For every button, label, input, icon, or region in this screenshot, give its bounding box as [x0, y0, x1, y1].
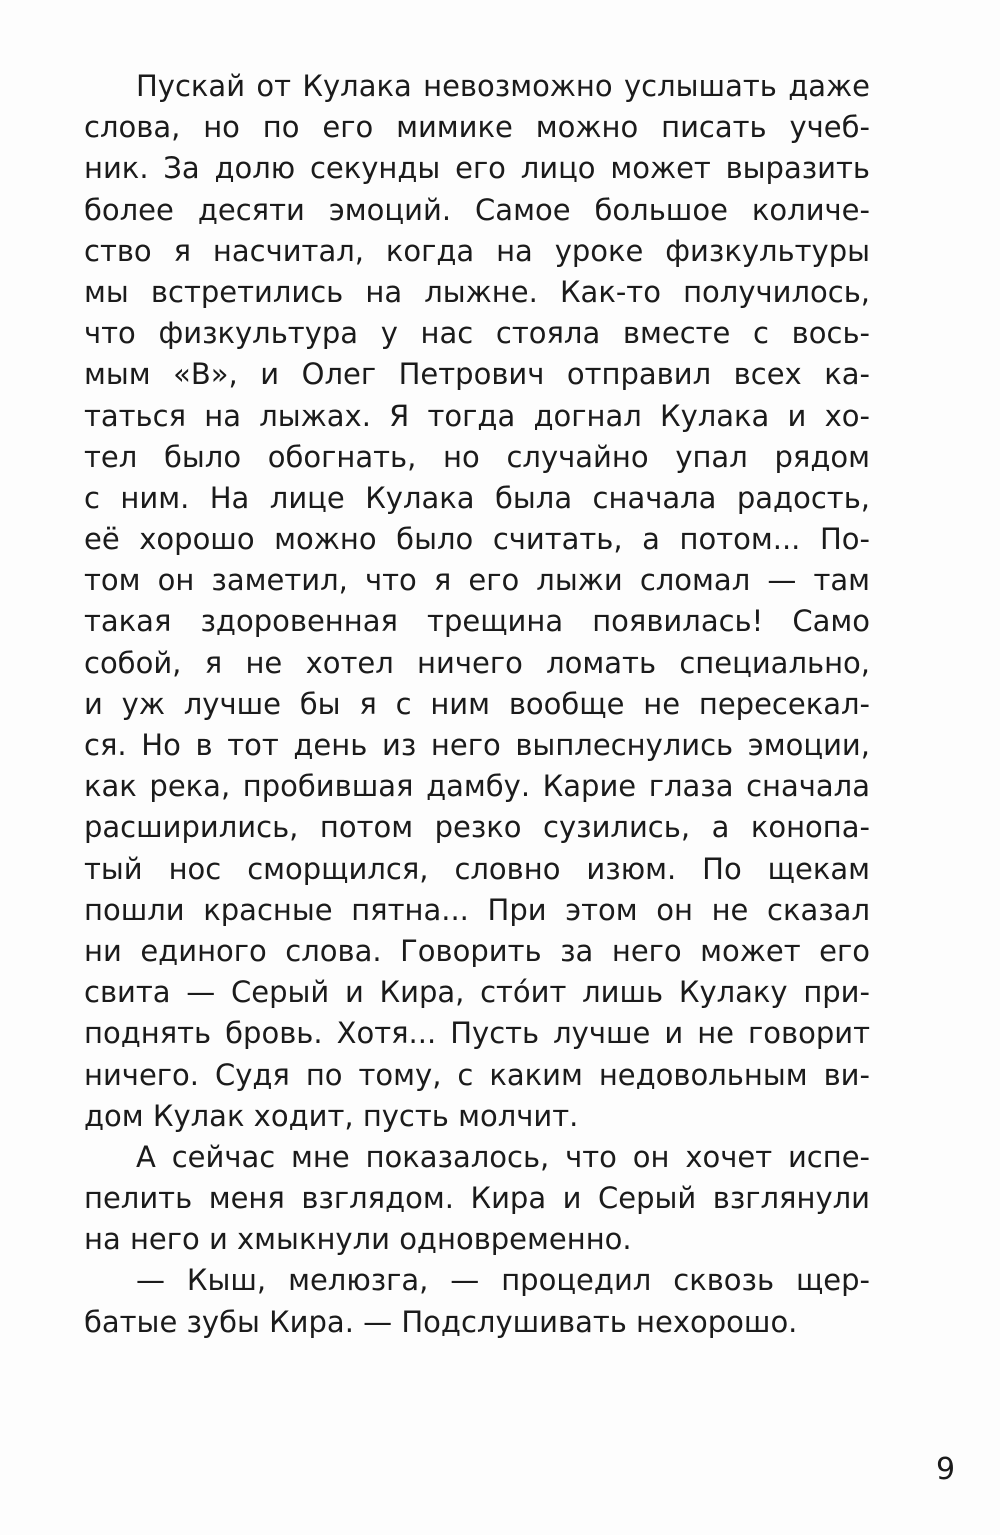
page-number: 9	[936, 1452, 956, 1487]
text-line: её хорошо можно было считать, а потом... По-	[84, 522, 870, 557]
text-line: на него и хмыкнули одновременно.	[84, 1222, 632, 1257]
text-line: ник. За долю секунды его лицо может выразить	[84, 151, 870, 186]
text-line: ство я насчитал, когда на уроке физкультуры	[84, 233, 870, 268]
body-text	[84, 66, 870, 1343]
text-line: такая здоровенная трещина появилась! Само	[84, 604, 870, 639]
text-line: батые зубы Кира. — Подслушивать нехорошо.	[84, 1304, 798, 1339]
text-line: поднять бровь. Хотя... Пусть лучше и не говорит	[84, 1016, 870, 1051]
text-line: тел было обогнать, но случайно упал рядом	[84, 439, 870, 474]
text-line: мы встретились на лыжне. Как-то получилось,	[84, 274, 870, 309]
text-line: таться на лыжах. Я тогда догнал Кулака и хо-	[84, 398, 870, 433]
text-line: — Кыш, мелюзга, — процедил сквозь щер-	[136, 1263, 870, 1298]
text-line: собой, я не хотел ничего ломать специально,	[84, 645, 870, 680]
text-line: слова, но по его мимике можно писать учеб-	[84, 110, 870, 145]
text-line: пошли красные пятна... При этом он не сказал	[84, 892, 870, 927]
text-line: том он заметил, что я его лыжи сломал — там	[84, 563, 870, 598]
text-line: Пускай от Кулака невозможно услышать даже	[136, 69, 870, 103]
text-line: более десяти эмоций. Самое большое количе-	[84, 192, 870, 227]
text-line: мым «В», и Олег Петрович отправил всех ка-	[84, 357, 870, 392]
text-line: дом Кулак ходит, пусть молчит.	[84, 1098, 579, 1133]
text-line: что физкультура у нас стояла вместе с вось-	[84, 316, 870, 351]
text-line: ся. Но в тот день из него выплеснулись эмоции,	[84, 728, 870, 762]
text-line: пелить меня взглядом. Кира и Серый взглянули	[84, 1181, 870, 1216]
text-line: ничего. Судя по тому, с каким недовольным ви-	[84, 1057, 870, 1092]
text-line: расширились, потом резко сузились, а конопа-	[84, 810, 870, 845]
text-line: свита — Серый и Кира, сто́ит лишь Кулаку при-	[84, 975, 870, 1010]
text-line: и уж лучше бы я с ним вообще не пересекал-	[84, 686, 870, 721]
text-line: тый нос сморщился, словно изюм. По щекам	[84, 851, 870, 886]
text-line: А сейчас мне показалось, что он хочет испе-	[136, 1139, 870, 1174]
text-line: ни единого слова. Говорить за него может его	[84, 933, 870, 968]
text-line: как река, пробившая дамбу. Карие глаза сначала	[84, 769, 870, 804]
text-line: с ним. На лице Кулака была сначала радость,	[84, 480, 870, 515]
